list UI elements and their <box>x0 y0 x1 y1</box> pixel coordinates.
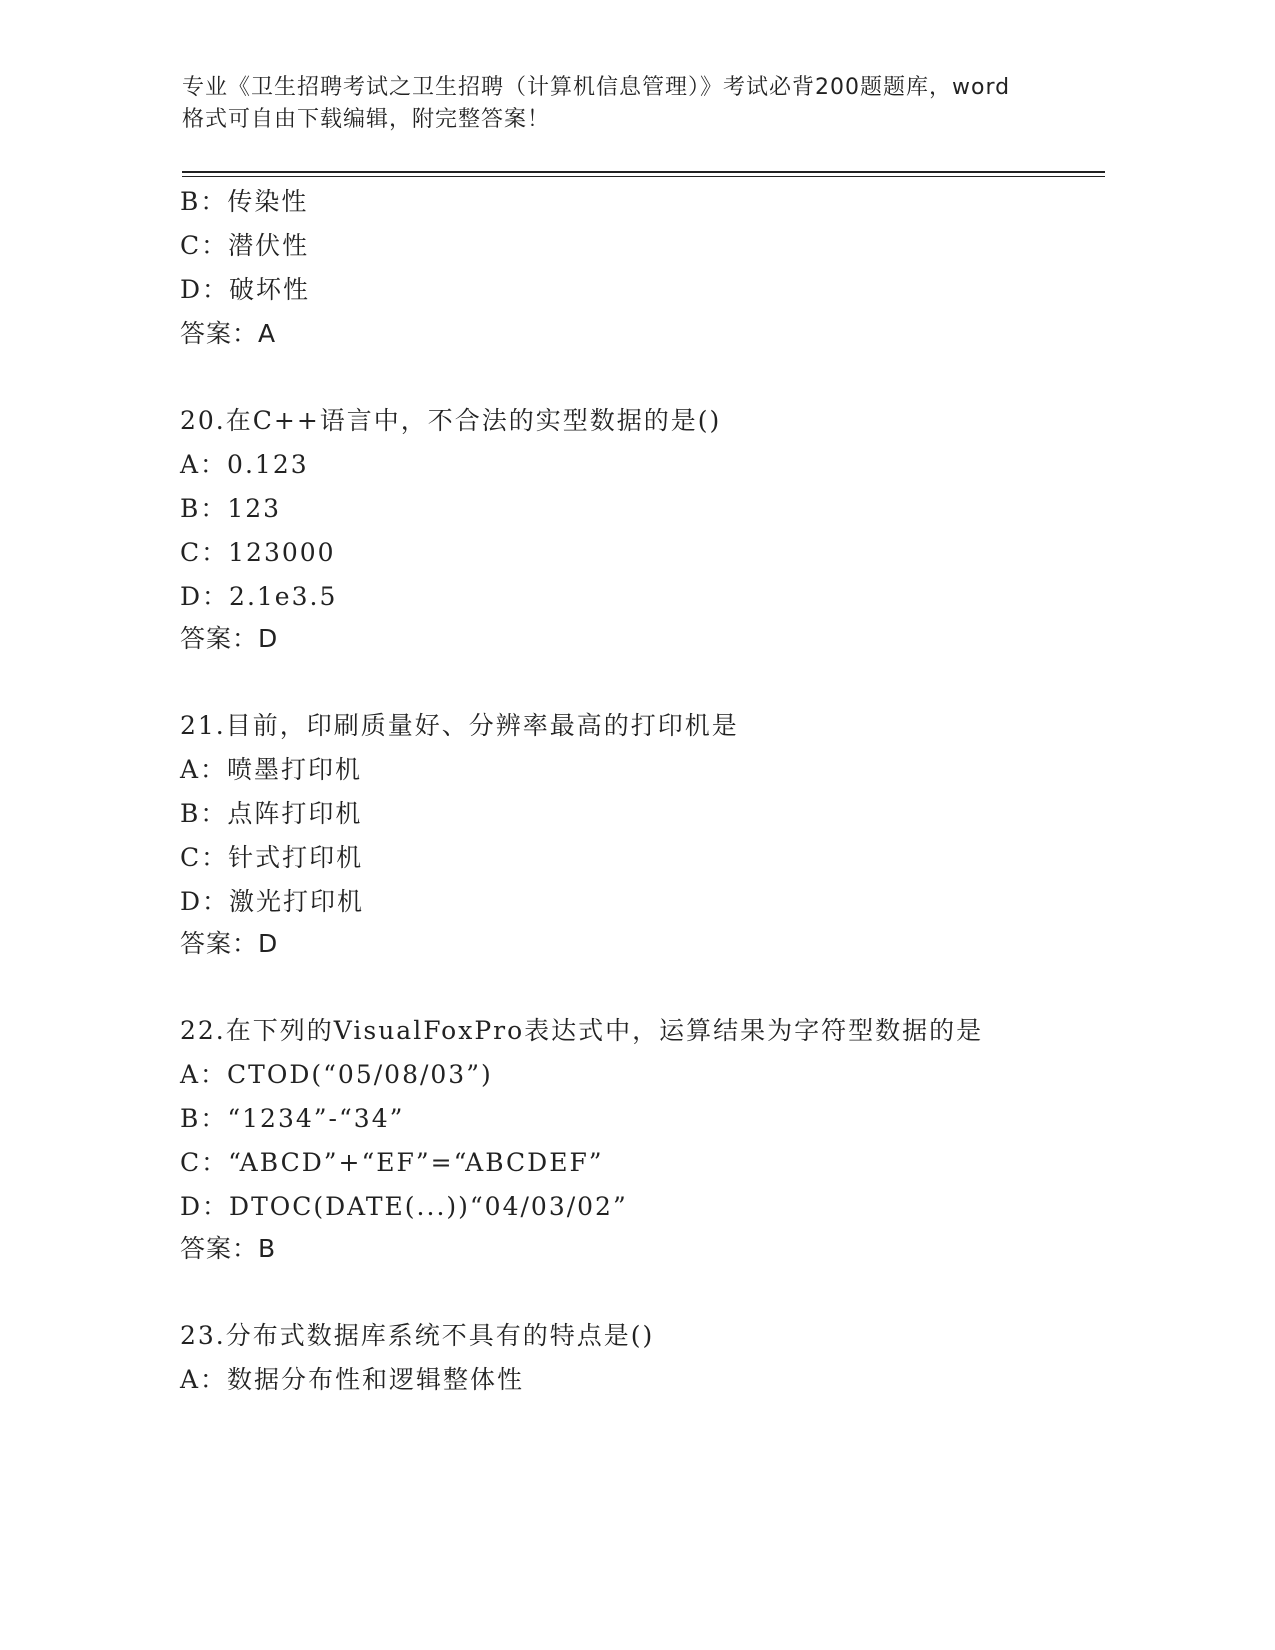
q21-answer: 答案：D <box>180 929 279 958</box>
header-line-2: 格式可自由下载编辑，附完整答案！ <box>182 107 551 132</box>
header-line-1: 专业《卫生招聘考试之卫生招聘（计算机信息管理）》考试必背200题题库，word <box>182 75 1011 100</box>
q19-answer: 答案：A <box>180 319 277 348</box>
header-divider-thick <box>182 171 1105 173</box>
q23-option-a: A：数据分布性和逻辑整体性 <box>180 1365 525 1394</box>
q19-option-d: D：破坏性 <box>180 275 311 304</box>
q19-option-c: C：潜伏性 <box>180 231 310 260</box>
q22-question: 22.在下列的VisualFoxPro表达式中，运算结果为字符型数据的是 <box>180 1016 984 1045</box>
q20-question: 20.在C++语言中，不合法的实型数据的是() <box>180 406 722 435</box>
q20-option-b: B：123 <box>180 494 282 523</box>
q19-option-b: B：传染性 <box>180 187 309 216</box>
q21-option-b: B：点阵打印机 <box>180 799 363 828</box>
q21-question: 21.目前，印刷质量好、分辨率最高的打印机是 <box>180 711 739 740</box>
q22-answer: 答案：B <box>180 1234 277 1263</box>
q22-option-a: A：CTOD(“05/08/03”) <box>180 1060 493 1089</box>
q20-option-a: A：0.123 <box>180 450 309 479</box>
q20-answer: 答案：D <box>180 624 279 653</box>
q20-option-d: D：2.1e3.5 <box>180 582 338 611</box>
q20-option-c: C：123000 <box>180 538 336 567</box>
document-header <box>182 72 1082 136</box>
q22-option-d: D：DTOC(DATE(...))“04/03/02” <box>180 1192 628 1221</box>
q22-option-c: C：“ABCD”+“EF”=“ABCDEF” <box>180 1148 604 1177</box>
q23-question: 23.分布式数据库系统不具有的特点是() <box>180 1321 655 1350</box>
q21-option-a: A：喷墨打印机 <box>180 755 363 784</box>
header-divider-thin <box>182 176 1105 177</box>
q21-option-d: D：激光打印机 <box>180 887 365 916</box>
q21-option-c: C：针式打印机 <box>180 843 364 872</box>
q22-option-b: B：“1234”-“34” <box>180 1104 405 1133</box>
